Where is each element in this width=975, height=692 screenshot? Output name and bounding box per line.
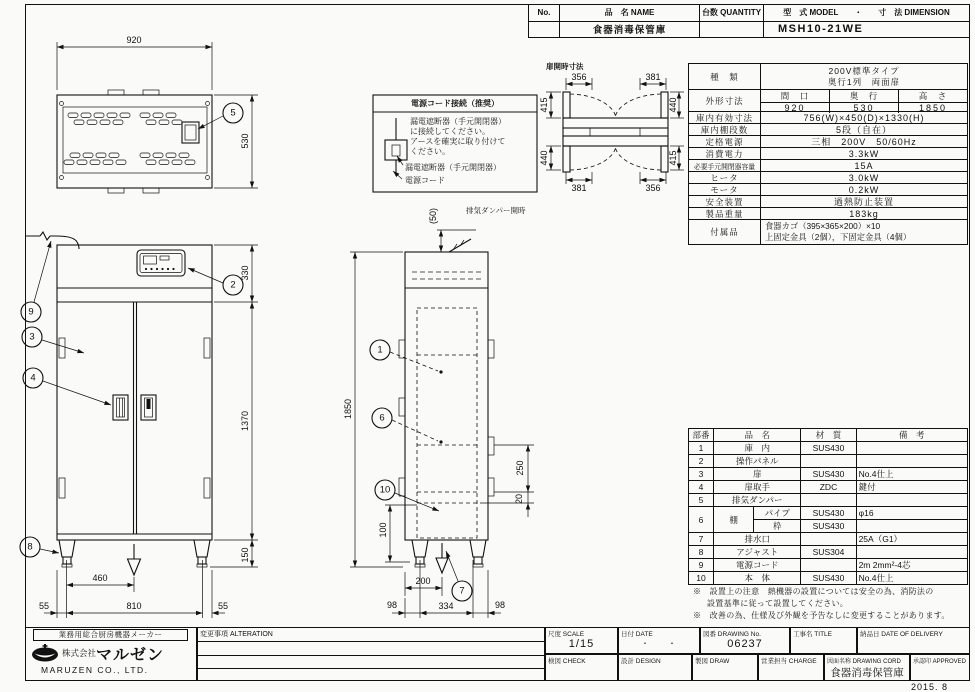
dim-do-l1: 415 (539, 97, 549, 113)
callout-10: 10 (379, 484, 391, 496)
title-label: 工事名 TITLE (793, 631, 833, 638)
callout-5: 5 (230, 107, 236, 119)
spec-outer-h: 1850 (898, 103, 967, 113)
spec-label: 定格電源 (689, 136, 761, 147)
dim-do-t1: 356 (571, 72, 587, 82)
power-cord (25, 232, 79, 249)
date-label: 日付 DATE (621, 631, 653, 638)
parts-row: 10 本 体 SUS430 No.4仕上 (689, 572, 968, 585)
product-name: 食器消毒保管庫 (559, 22, 699, 38)
spec-value: 15A (854, 160, 874, 171)
parts-row: 9 電源コード 2m 2mm²-4芯 (689, 559, 968, 572)
installation-notes (693, 586, 967, 622)
dim-do-b2: 356 (645, 183, 661, 193)
spec-outer-d: 530 (829, 103, 898, 113)
callout-6: 6 (379, 412, 385, 424)
drawing-name-value: 食器消毒保管庫 (830, 667, 904, 679)
dim-do-t2: 381 (645, 72, 661, 82)
dim-front-left: 55 (38, 601, 50, 611)
company-prefix: 株式会社 (62, 648, 97, 658)
callout-4: 4 (30, 372, 36, 384)
spec-kind-label: 種 類 (689, 64, 761, 89)
dim-do-l2: 440 (539, 150, 549, 166)
dim-shelf-pitch: 250 (515, 460, 525, 476)
parts-header-name: 品 名 (714, 429, 801, 442)
header-no-label: No. (537, 8, 551, 18)
design-label: 設計 DESIGN (621, 658, 661, 665)
delivery-cell (857, 627, 970, 654)
spec-value: 0.2kW (848, 184, 880, 195)
dim-side-bottom: 100 (378, 522, 388, 538)
cord-label: 電源コード (405, 176, 445, 185)
spec-outer-col-h: 高 さ (898, 90, 967, 102)
company-name-en: MARUZEN CO., LTD. (41, 665, 149, 675)
company-tagline: 業務用総合厨房機器メーカー (33, 629, 188, 641)
spec-label: 庫内有効寸法 (689, 112, 761, 123)
drain-arrow-front (128, 559, 141, 575)
scale-label: 尺度 SCALE (548, 631, 585, 638)
header-name-label: 品 名 NAME (559, 5, 699, 21)
power-text-3: アースを確実に取り付けて (410, 137, 506, 146)
door-handles (113, 395, 156, 420)
drawing-name-cell (824, 654, 910, 681)
drain-arrow-side (436, 558, 448, 573)
spec-kind-line2: 奥行1列 両面扉 (827, 76, 901, 87)
note-line-1: ※ 設置上の注意 熱機器の設置については安全の為、消防法の (693, 587, 934, 596)
date-value: ・ ・ (641, 639, 677, 648)
power-text-1: 漏電遮断器（手元開閉器） (410, 117, 506, 126)
dim-top-depth: 530 (240, 133, 250, 149)
front-view (25, 232, 258, 618)
company-name: マルゼン (96, 646, 165, 664)
spec-label: ヒータ (689, 172, 761, 183)
spec-outer-col-w: 間 口 (780, 91, 810, 101)
model-number: MSH10-21WE (763, 22, 969, 38)
spec-label: 必要手元開閉器容量 (689, 160, 761, 171)
spec-kind-line1: 200V標準タイプ (828, 65, 900, 76)
dim-front-drain: 460 (92, 573, 108, 583)
parts-row: 5 排気ダンパー (689, 494, 968, 507)
note-line-2: 設置基準に従って設置してください。 (707, 599, 849, 608)
top-view (57, 35, 258, 193)
delivery-label: 納品日 DATE OF DELIVERY (860, 631, 943, 638)
spec-accessories-line2: 上固定金具（2個），下固定金具（4個） (765, 232, 912, 242)
design-cell (618, 654, 692, 681)
alteration-block (197, 627, 545, 681)
spec-label: 安全装置 (689, 196, 761, 207)
spec-value: 5段（自在） (835, 125, 892, 135)
power-box-title: 電源コード接続（推奨） (411, 99, 499, 108)
spec-value: 三相 200V 50/60Hz (811, 137, 917, 147)
header-qty-value (699, 22, 763, 38)
dim-side-span: 334 (438, 601, 454, 611)
callout-7: 7 (459, 585, 465, 597)
scale-value: 1/15 (568, 638, 595, 650)
control-panel (137, 250, 185, 276)
dim-damper: (50) (428, 207, 438, 225)
callout-8: 8 (27, 541, 33, 553)
spec-table (688, 63, 968, 245)
drawing-no-label: 図番 DRAWING No. (703, 631, 761, 638)
spec-label: 庫内棚段数 (689, 124, 761, 135)
power-text-2: に接続してください。 (410, 127, 490, 136)
parts-row: 4 扉取手 ZDC 鍵付 (689, 481, 968, 494)
maruzen-logo-icon (30, 644, 60, 662)
drawing-no-cell (700, 627, 790, 654)
draw-label: 製図 DRAW (695, 658, 730, 665)
callout-9: 9 (28, 306, 34, 318)
note-line-3: ※ 改善の為、仕様及び外観を予告なしに変更することがあります。 (693, 611, 950, 620)
company-logo-row (25, 641, 196, 665)
dim-side-drain: 200 (415, 576, 431, 586)
drawing-name-label: 図面名称 DRAWING CORD (827, 659, 901, 665)
alteration-label: 変更事項 ALTERATION (200, 631, 273, 638)
parts-row: 2 操作パネル (689, 455, 968, 468)
dim-side-front: 98 (386, 600, 398, 610)
parts-header-row (689, 429, 968, 442)
parts-row: 1 庫 内 SUS430 (689, 442, 968, 455)
side-vents (412, 272, 481, 279)
alteration-row-line (198, 668, 544, 669)
company-block (25, 627, 197, 681)
title-cell (790, 627, 857, 654)
spec-label: 製品重量 (689, 208, 761, 219)
dim-do-r2: 415 (668, 150, 678, 166)
dim-shelf: 20 (514, 493, 524, 505)
dim-front-door: 1370 (240, 410, 250, 432)
spec-value: 3.0kW (848, 172, 880, 183)
approved-cell (910, 654, 970, 681)
dim-do-b1: 381 (571, 183, 587, 193)
spec-accessories-line1: 食器カゴ（395×365×200）×10 (765, 221, 881, 231)
parts-row: 枠 SUS430 (689, 520, 968, 533)
side-view (343, 205, 534, 618)
parts-row: 6 棚 パイプ SUS430 φ16 (689, 507, 968, 520)
parts-row: 3 扉 SUS430 No.4仕上 (689, 468, 968, 481)
damper-label: 排気ダンパー開時 (466, 206, 526, 215)
alteration-row-line (198, 655, 544, 656)
feet-side (412, 540, 486, 567)
dim-do-r1: 440 (668, 97, 678, 113)
draw-cell (692, 654, 758, 681)
header-qty-label: 台数 QUANTITY (699, 5, 763, 21)
spec-accessories-label: 付属品 (689, 220, 761, 244)
dim-side-rear: 98 (494, 600, 506, 610)
dim-front-span: 810 (126, 601, 142, 611)
header-no-value (529, 22, 559, 38)
power-text-4: ください。 (410, 147, 450, 156)
spec-label: 消費電力 (689, 148, 761, 159)
callout-1: 1 (377, 344, 383, 356)
parts-row: 8 アジャスト SUS304 (689, 546, 968, 559)
parts-header-no: 部番 (689, 429, 714, 442)
dim-front-upper: 330 (240, 265, 250, 281)
charge-label: 営業担当 CHARGE (761, 658, 817, 665)
callout-3: 3 (29, 331, 35, 343)
alteration-row-line (198, 641, 544, 642)
spec-value: 183kg (849, 208, 879, 219)
year-stamp: 2015. 8 (910, 682, 948, 692)
door-open-view (539, 61, 684, 193)
parts-header-note: 備 考 (856, 429, 967, 442)
breaker-icon (385, 140, 407, 160)
dim-top-width: 920 (126, 35, 142, 45)
parts-table (688, 428, 968, 585)
header-model-label: 型 式 MODEL ・ 寸 法 DIMENSION (763, 5, 969, 21)
header-table (528, 4, 970, 38)
drawing-no-value: 06237 (727, 638, 763, 650)
basket-zone (417, 308, 477, 538)
check-label: 検図 CHECK (548, 658, 586, 665)
spec-value: 過熱防止装置 (833, 197, 894, 207)
parts-header-material: 材 質 (801, 429, 856, 442)
spec-outer-label: 外形寸法 (689, 90, 761, 111)
dim-front-right: 55 (217, 601, 229, 611)
door-open-title: 扉開時寸法 (546, 62, 584, 71)
spec-label: モータ (689, 184, 761, 195)
date-cell (618, 627, 700, 654)
power-connection-box (373, 95, 537, 192)
callout-2: 2 (230, 279, 236, 291)
breaker-label: 漏電遮断器（手元開閉器） (405, 163, 501, 172)
vent-slots (64, 113, 195, 165)
parts-row: 7 排水口 25A（G1） (689, 533, 968, 546)
check-cell (545, 654, 618, 681)
charge-cell (758, 654, 824, 681)
dim-front-base: 150 (240, 547, 250, 563)
spec-value: 756(W)×450(D)×1330(H) (803, 112, 925, 123)
scale-cell (545, 627, 618, 654)
dim-side-height: 1850 (343, 398, 353, 420)
spec-outer-w: 920 (784, 103, 806, 113)
spec-value: 3.3kW (848, 148, 880, 159)
spec-outer-col-d: 奥 行 (829, 90, 898, 102)
approved-label: 承認印 APPROVED (913, 659, 967, 665)
